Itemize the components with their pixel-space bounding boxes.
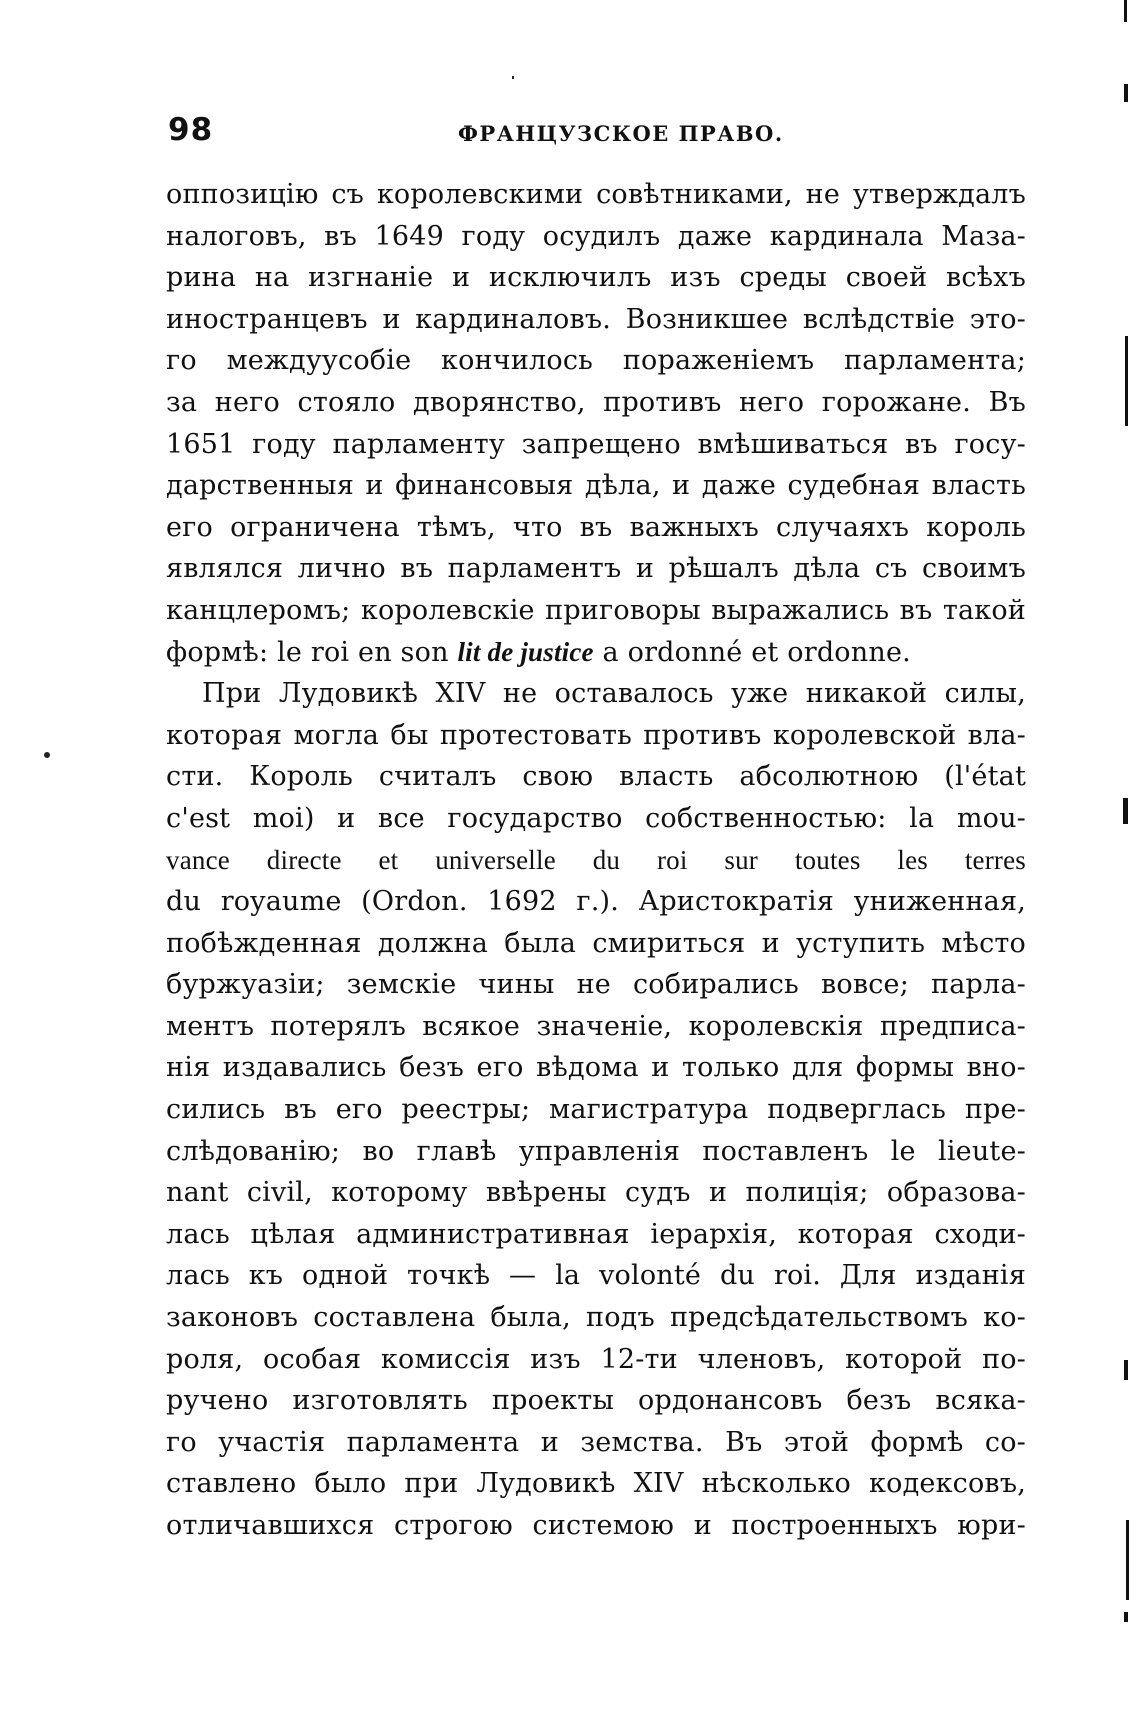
text-line: являлся лично въ парламентъ и рѣшалъ дѣла съ своимъ [166, 553, 1026, 585]
text-line: nant civil, которому ввѣрены судъ и полиція; образова- [166, 1177, 1026, 1209]
text-line: лась къ одной точкѣ — la volonté du roi. Для изданія [166, 1260, 1026, 1292]
text-line: побѣжденная должна была смириться и уступить мѣсто [166, 927, 1026, 959]
text-line: буржуазіи; земскіе чины не собирались вовсе; парла- [166, 969, 1026, 1001]
text-line: го участія парламента и земства. Въ этой формѣ со- [166, 1426, 1026, 1458]
page-edge-mark [1124, 0, 1127, 22]
text-line: роля, особая комиссія изъ 12-ти членовъ, которой по- [166, 1343, 1026, 1375]
running-title: ФРАНЦУЗСКОЕ ПРАВО. [458, 121, 784, 146]
text-line: иностранцевъ и кардиналовъ. Возникшее вслѣдствіе это- [166, 303, 1026, 335]
text-line: 1651 году парламенту запрещено вмѣшиваться въ госу- [166, 428, 1026, 460]
text-line: сти. Король считалъ свою власть абсолютною (l'état [166, 761, 1026, 793]
text-line-mixed [166, 632, 1026, 674]
text-line: которая могла бы протестовать противъ королевской вла- [166, 719, 1026, 751]
text-line: слѣдованію; во главѣ управленія поставленъ le lieute- [166, 1135, 1026, 1167]
text-line: du royaume (Ordon. 1692 г.). Аристократія униженная, [166, 886, 1026, 918]
text-line: сились въ его реестры; магистратура подверглась пре- [166, 1094, 1026, 1126]
page-number: 98 [168, 112, 214, 148]
text-line: c'est moi) и все государство собственностью: la mou- [166, 802, 1026, 834]
text-line: дарственныя и финансовыя дѣла, и даже судебная власть [166, 470, 1026, 502]
text-line: vance directe et universelle du roi sur toutes les terres [166, 844, 1026, 875]
text-line: ручено изготовлять проекты ордонансовъ безъ всяка- [166, 1385, 1026, 1417]
text-line: законовъ составлена была, подъ предсѣдательствомъ ко- [166, 1302, 1026, 1334]
text-line: налоговъ, въ 1649 году осудилъ даже кардинала Маза- [166, 220, 1026, 252]
text-line: оппозицію съ королевскими совѣтниками, не утверждалъ [166, 179, 1026, 210]
text-line: ставлено было при Лудовикѣ XIV нѣсколько кодексовъ, [166, 1468, 1026, 1500]
text-line: го междуусобіе кончилось пораженіемъ парламента; [166, 345, 1026, 377]
text-segment: a ordonné et ordonne. [593, 636, 911, 668]
text-line: лась цѣлая административная іерархія, которая сходи- [166, 1218, 1026, 1250]
page-edge-mark [1126, 1520, 1129, 1600]
page-edge-mark [1124, 84, 1128, 102]
text-line: рина на изгнаніе и исключилъ изъ среды своей всѣхъ [166, 262, 1026, 294]
paragraph-start-line: При Лудовикѣ XIV не оставалось уже никакой силы, [202, 678, 1026, 710]
italic-phrase: lit de justice [457, 636, 594, 667]
text-line: ментъ потерялъ всякое значеніе, королевскія предписа- [166, 1010, 1026, 1042]
text-line: его ограничена тѣмъ, что въ важныхъ случаяхъ король [166, 511, 1026, 543]
text-line: за него стояло дворянство, противъ него горожане. Въ [166, 386, 1026, 418]
body-text [166, 174, 1026, 1547]
page-edge-mark [1124, 1360, 1128, 1380]
page-edge-mark [1125, 336, 1128, 426]
page-header [168, 112, 1020, 160]
scan-speck [512, 76, 514, 79]
scan-speck [44, 752, 50, 758]
text-segment: формѣ: le roi en son [166, 636, 458, 668]
text-line: отличавшихся строгою системою и построенныхъ юри- [166, 1510, 1026, 1541]
text-line: канцлеромъ; королевскіе приговоры выражались въ такой [166, 594, 1026, 626]
text-line: нія издавались безъ его вѣдома и только для формы вно- [166, 1052, 1026, 1084]
page-edge-mark [1124, 1612, 1128, 1622]
page-edge-mark [1123, 798, 1128, 824]
